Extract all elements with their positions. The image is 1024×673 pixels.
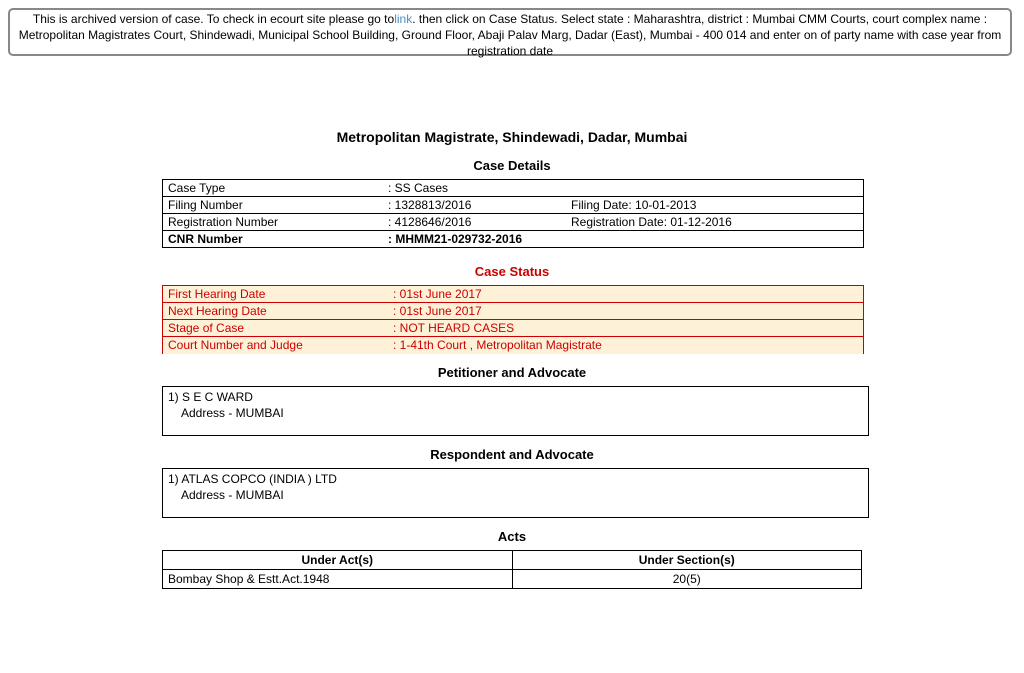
case-details-table (162, 179, 864, 248)
respondent-heading: Respondent and Advocate (430, 447, 594, 462)
status-value: : 01st June 2017 (393, 304, 482, 318)
notice-text-before: This is archived version of case. To check in ecourt site please go to (32, 12, 395, 26)
acts-table (162, 550, 862, 589)
case-details-heading: Case Details (473, 158, 551, 173)
ecourt-link[interactable]: link (394, 12, 413, 26)
filing-number-row (163, 197, 863, 214)
filing-number-label: Filing Number (168, 198, 243, 212)
status-label: Court Number and Judge (168, 338, 303, 352)
cnr-number-value: : MHMM21-029732-2016 (388, 232, 523, 246)
respondent-address: Address - MUMBAI (181, 488, 284, 502)
registration-number-row (163, 214, 863, 231)
filing-date: Filing Date: 10-01-2013 (571, 198, 697, 212)
acts-header-row (163, 551, 862, 570)
case-type-label: Case Type (168, 181, 226, 195)
cnr-number-row (163, 231, 863, 248)
court-title: Metropolitan Magistrate, Shindewadi, Dadar, Mumbai (336, 129, 688, 145)
case-type-row (163, 180, 863, 197)
status-row (163, 337, 863, 354)
petitioner-name: 1) S E C WARD (168, 390, 253, 404)
petitioner-box (162, 386, 869, 436)
notice-text-after: . then click on Case Status. Select state : Maharashtra, district : Mumbai CMM Courts, court complex name : Metropolitan Magistrates Court, Shindewadi, Municipal School Building, Ground Floor, Abaji Palav Marg, Dadar (East), Mumbai - 400 014 and enter on of party name with case year from registration date (18, 12, 1002, 58)
acts-heading: Acts (497, 529, 527, 544)
status-label: Stage of Case (168, 321, 245, 335)
acts-col-section: Under Section(s) (512, 551, 862, 570)
status-label: First Hearing Date (168, 287, 266, 301)
archive-notice (8, 8, 1012, 56)
status-value: : 1-41th Court , Metropolitan Magistrate (393, 338, 602, 352)
registration-number-value: : 4128646/2016 (388, 215, 472, 229)
status-row (163, 320, 863, 337)
acts-col-act: Under Act(s) (163, 551, 513, 570)
petitioner-address: Address - MUMBAI (181, 406, 284, 420)
table-row (163, 570, 862, 589)
case-status-heading: Case Status (474, 264, 550, 279)
petitioner-heading: Petitioner and Advocate (437, 365, 587, 380)
status-row (163, 286, 863, 303)
case-status-table (162, 285, 864, 354)
cnr-number-label: CNR Number (168, 232, 243, 246)
filing-number-value: : 1328813/2016 (388, 198, 472, 212)
act-name: Bombay Shop & Estt.Act.1948 (163, 570, 513, 589)
case-type-value: : SS Cases (388, 181, 449, 195)
status-value: : NOT HEARD CASES (393, 321, 515, 335)
registration-date: Registration Date: 01-12-2016 (571, 215, 732, 229)
status-label: Next Hearing Date (168, 304, 267, 318)
registration-number-label: Registration Number (168, 215, 279, 229)
status-row (163, 303, 863, 320)
respondent-name: 1) ATLAS COPCO (INDIA ) LTD (168, 472, 337, 486)
status-value: : 01st June 2017 (393, 287, 482, 301)
respondent-box (162, 468, 869, 518)
act-section: 20(5) (512, 570, 862, 589)
